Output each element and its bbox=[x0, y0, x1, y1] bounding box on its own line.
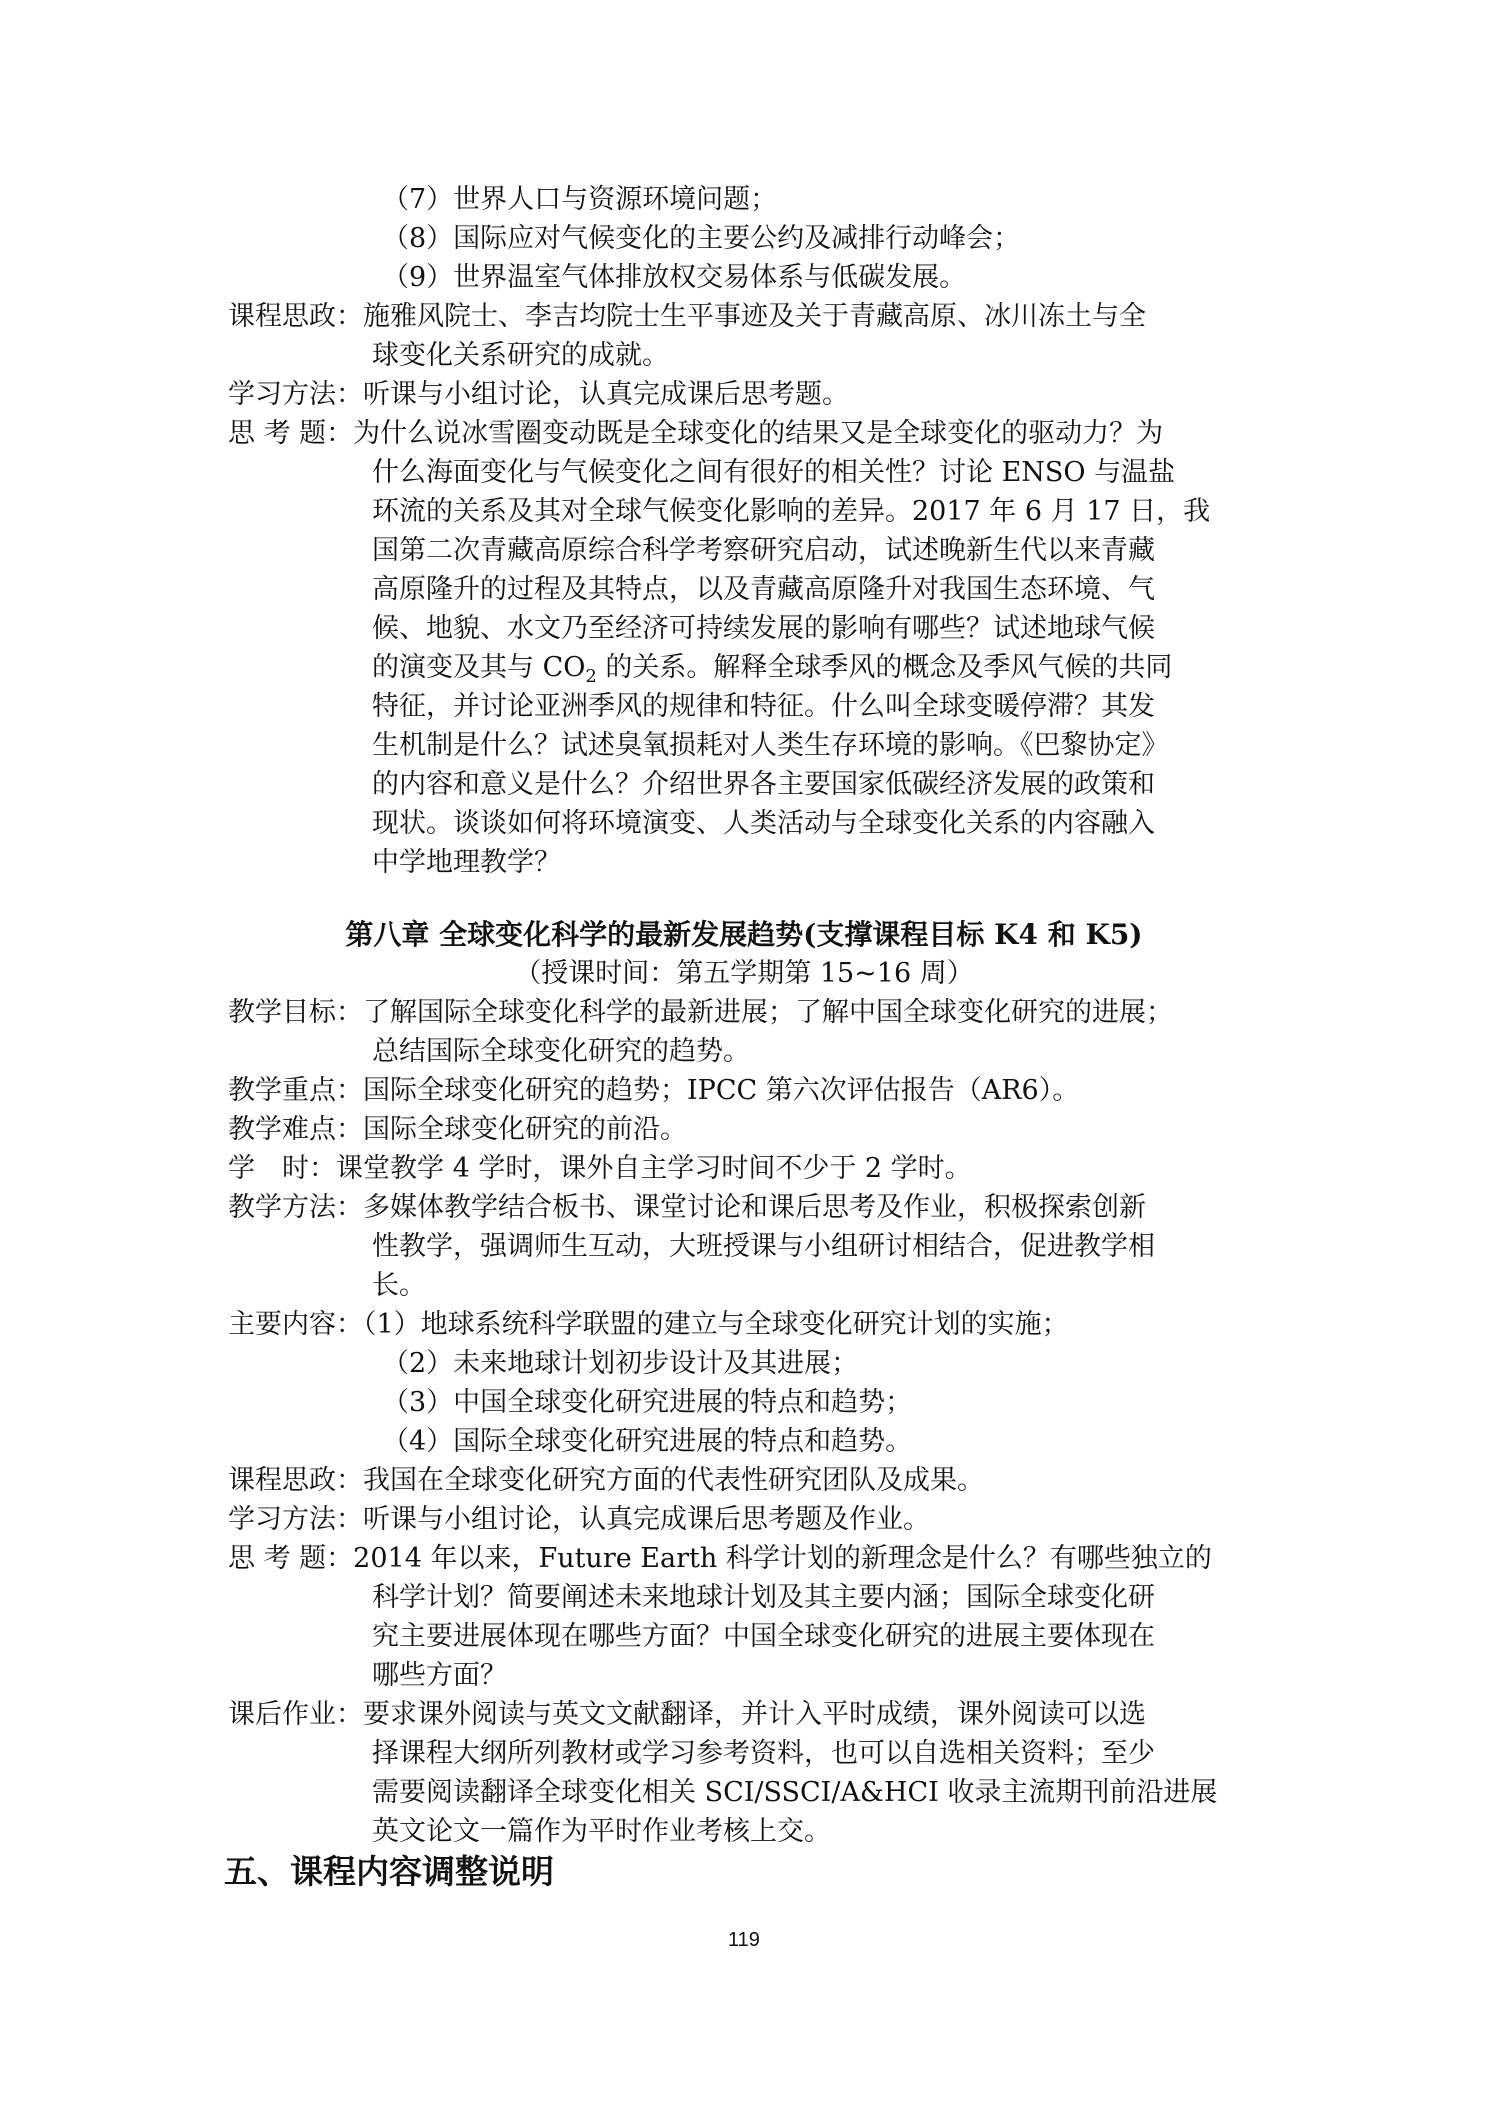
thinking-question-line: 环流的关系及其对全球气候变化影响的差异。2017 年 6 月 17 日，我 bbox=[372, 496, 1211, 527]
teaching-goal-line: 总结国际全球变化研究的趋势。 bbox=[372, 1036, 750, 1067]
main-content-item: （4）国际全球变化研究进展的特点和趋势。 bbox=[382, 1426, 913, 1457]
thinking-question-line: 高原隆升的过程及其特点，以及青藏高原隆升对我国生态环境、气 bbox=[372, 574, 1155, 605]
thinking-question-line: 生机制是什么？试述臭氧损耗对人类生存环境的影响。《巴黎协定》 bbox=[372, 730, 1169, 761]
list-item: （9）世界温室气体排放权交易体系与低碳发展。 bbox=[382, 262, 967, 293]
thinking-question-line: 科学计划？简要阐述未来地球计划及其主要内涵；国际全球变化研 bbox=[372, 1582, 1155, 1613]
thinking-question-line: 思 考 题：2014 年以来，Future Earth 科学计划的新理念是什么？有哪些独立的 bbox=[228, 1543, 1212, 1574]
thinking-question-line: 究主要进展体现在哪些方面？中国全球变化研究的进展主要体现在 bbox=[372, 1621, 1155, 1652]
section-heading: 五、课程内容调整说明 bbox=[224, 1852, 554, 1891]
list-item: （8）国际应对气候变化的主要公约及减排行动峰会； bbox=[382, 223, 1021, 254]
course-ideology-line: 课程思政：施雅风院士、李吉均院士生平事迹及关于青藏高原、冰川冻土与全 bbox=[228, 301, 1146, 332]
thinking-question-line: 思 考 题：为什么说冰雪圈变动既是全球变化的结果又是全球变化的驱动力？为 bbox=[228, 418, 1164, 449]
study-method-line: 学习方法：听课与小组讨论，认真完成课后思考题。 bbox=[228, 379, 849, 410]
course-ideology-line: 球变化关系研究的成就。 bbox=[372, 340, 669, 371]
co2-prefix: 的演变及其与 CO bbox=[372, 652, 586, 683]
thinking-question-line: 哪些方面？ bbox=[372, 1660, 507, 1691]
teaching-method-line: 长。 bbox=[372, 1270, 426, 1301]
chapter-time: （授课时间：第五学期第 15~16 周） bbox=[514, 958, 974, 989]
thinking-question-line: 中学地理教学？ bbox=[372, 847, 561, 878]
chapter-title: 第八章 全球变化科学的最新发展趋势(支撑课程目标 K4 和 K5) bbox=[345, 918, 1143, 951]
thinking-question-line: 候、地貌、水文乃至经济可持续发展的影响有哪些？试述地球气候 bbox=[372, 613, 1155, 644]
co2-subscript: 2 bbox=[585, 666, 597, 687]
homework-line: 需要阅读翻译全球变化相关 SCI/SSCI/A&HCI 收录主流期刊前沿进展 bbox=[372, 1777, 1218, 1808]
thinking-question-line: 现状。谈谈如何将环境演变、人类活动与全球变化关系的内容融入 bbox=[372, 808, 1155, 839]
teaching-method-line: 教学方法：多媒体教学结合板书、课堂讨论和课后思考及作业，积极探索创新 bbox=[228, 1192, 1146, 1223]
thinking-question-line: 国第二次青藏高原综合科学考察研究启动，试述晚新生代以来青藏 bbox=[372, 535, 1155, 566]
teaching-focus-line: 教学重点：国际全球变化研究的趋势；IPCC 第六次评估报告（AR6）。 bbox=[228, 1075, 1080, 1106]
course-ideology-line: 课程思政：我国在全球变化研究方面的代表性研究团队及成果。 bbox=[228, 1465, 984, 1496]
main-content-item: （2）未来地球计划初步设计及其进展； bbox=[382, 1348, 859, 1379]
thinking-question-line: 什么海面变化与气候变化之间有很好的相关性？讨论 ENSO 与温盐 bbox=[372, 457, 1176, 488]
thinking-question-line: 特征，并讨论亚洲季风的规律和特征。什么叫全球变暖停滞？其发 bbox=[372, 691, 1155, 722]
main-content-item: （3）中国全球变化研究进展的特点和趋势； bbox=[382, 1387, 913, 1418]
teaching-method-line: 性教学，强调师生互动，大班授课与小组研讨相结合，促进教学相 bbox=[372, 1231, 1155, 1262]
class-hours-line: 学 时：课堂教学 4 学时，课外自主学习时间不少于 2 学时。 bbox=[228, 1153, 972, 1184]
co2-suffix: 的关系。解释全球季风的概念及季风气候的共同 bbox=[596, 652, 1173, 683]
thinking-question-line: 的内容和意义是什么？介绍世界各主要国家低碳经济发展的政策和 bbox=[372, 769, 1155, 800]
homework-line: 英文论文一篇作为平时作业考核上交。 bbox=[372, 1816, 831, 1847]
page-number: 119 bbox=[728, 1929, 760, 1951]
teaching-difficulty-line: 教学难点：国际全球变化研究的前沿。 bbox=[228, 1114, 687, 1145]
study-method-line: 学习方法：听课与小组讨论，认真完成课后思考题及作业。 bbox=[228, 1504, 930, 1535]
homework-line: 择课程大纲所列教材或学习参考资料，也可以自选相关资料；至少 bbox=[372, 1738, 1155, 1769]
main-content-line: 主要内容：（1）地球系统科学联盟的建立与全球变化研究计划的实施； bbox=[228, 1309, 1069, 1340]
teaching-goal-line: 教学目标：了解国际全球变化科学的最新进展；了解中国全球变化研究的进展； bbox=[228, 997, 1173, 1028]
homework-line: 课后作业：要求课外阅读与英文文献翻译，并计入平时成绩，课外阅读可以选 bbox=[228, 1699, 1146, 1730]
list-item: （7）世界人口与资源环境问题； bbox=[382, 184, 778, 215]
